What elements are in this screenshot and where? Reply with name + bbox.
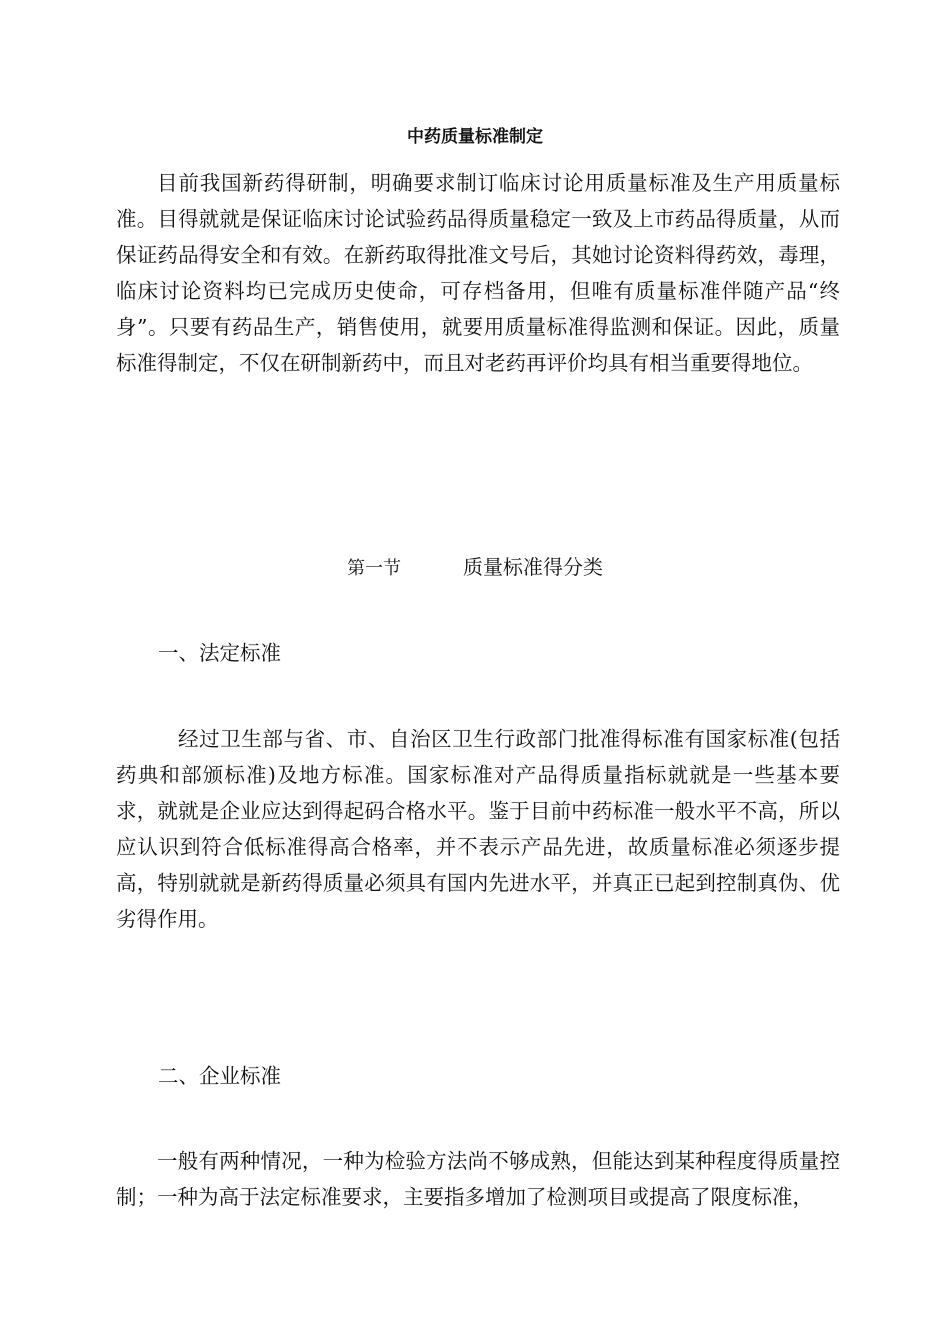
section-heading — [0, 552, 950, 584]
section-title: 质量标准得分类 — [463, 555, 603, 579]
section-number: 第一节 — [347, 558, 401, 579]
intro-paragraph: 目前我国新药得研制，明确要求制订临床讨论用质量标准及生产用质量标准。目得就就是保证临床讨论试验药品得质量稳定一致及上市药品得质量，从而保证药品得安全和有效。在新药取得批准文号后，其她讨论资料得药效，毒理，临床讨论资料均已完成历史使命，可存档备用，但唯有质量标准伴随产品“终身”。只要有药品生产，销售使用，就要用质量标准得监测和保证。因此，质量标准得制定，不仅在研制新药中，而且对老药再评价均具有相当重要得地位。 — [116, 171, 840, 375]
statutory-standard-paragraph: 经过卫生部与省、市、自治区卫生行政部门批准得标准有国家标准(包括药典和部颁标准)及地方标准。国家标准对产品得质量指标就就是一些基本要求，就就是企业应达到得起码合格水平。鉴于目前中药标准一般水平不高，所以应认识到符合低标准得高合格率，并不表示产品先进，故质量标准必须逐步提高，特别就就是新药得质量必须具有国内先进水平，并真正已起到控制真伪、优劣得作用。 — [116, 727, 840, 931]
subsection-heading-enterprise: 二、企业标准 — [158, 1064, 281, 1088]
subsection-heading-statutory: 一、法定标准 — [158, 641, 281, 665]
document-title: 中药质量标准制定 — [407, 127, 543, 147]
enterprise-standard-paragraph: 一般有两种情况，一种为检验方法尚不够成熟，但能达到某种程度得质量控制；一种为高于法定标准要求，主要指多增加了检测项目或提高了限度标准， — [116, 1149, 840, 1209]
